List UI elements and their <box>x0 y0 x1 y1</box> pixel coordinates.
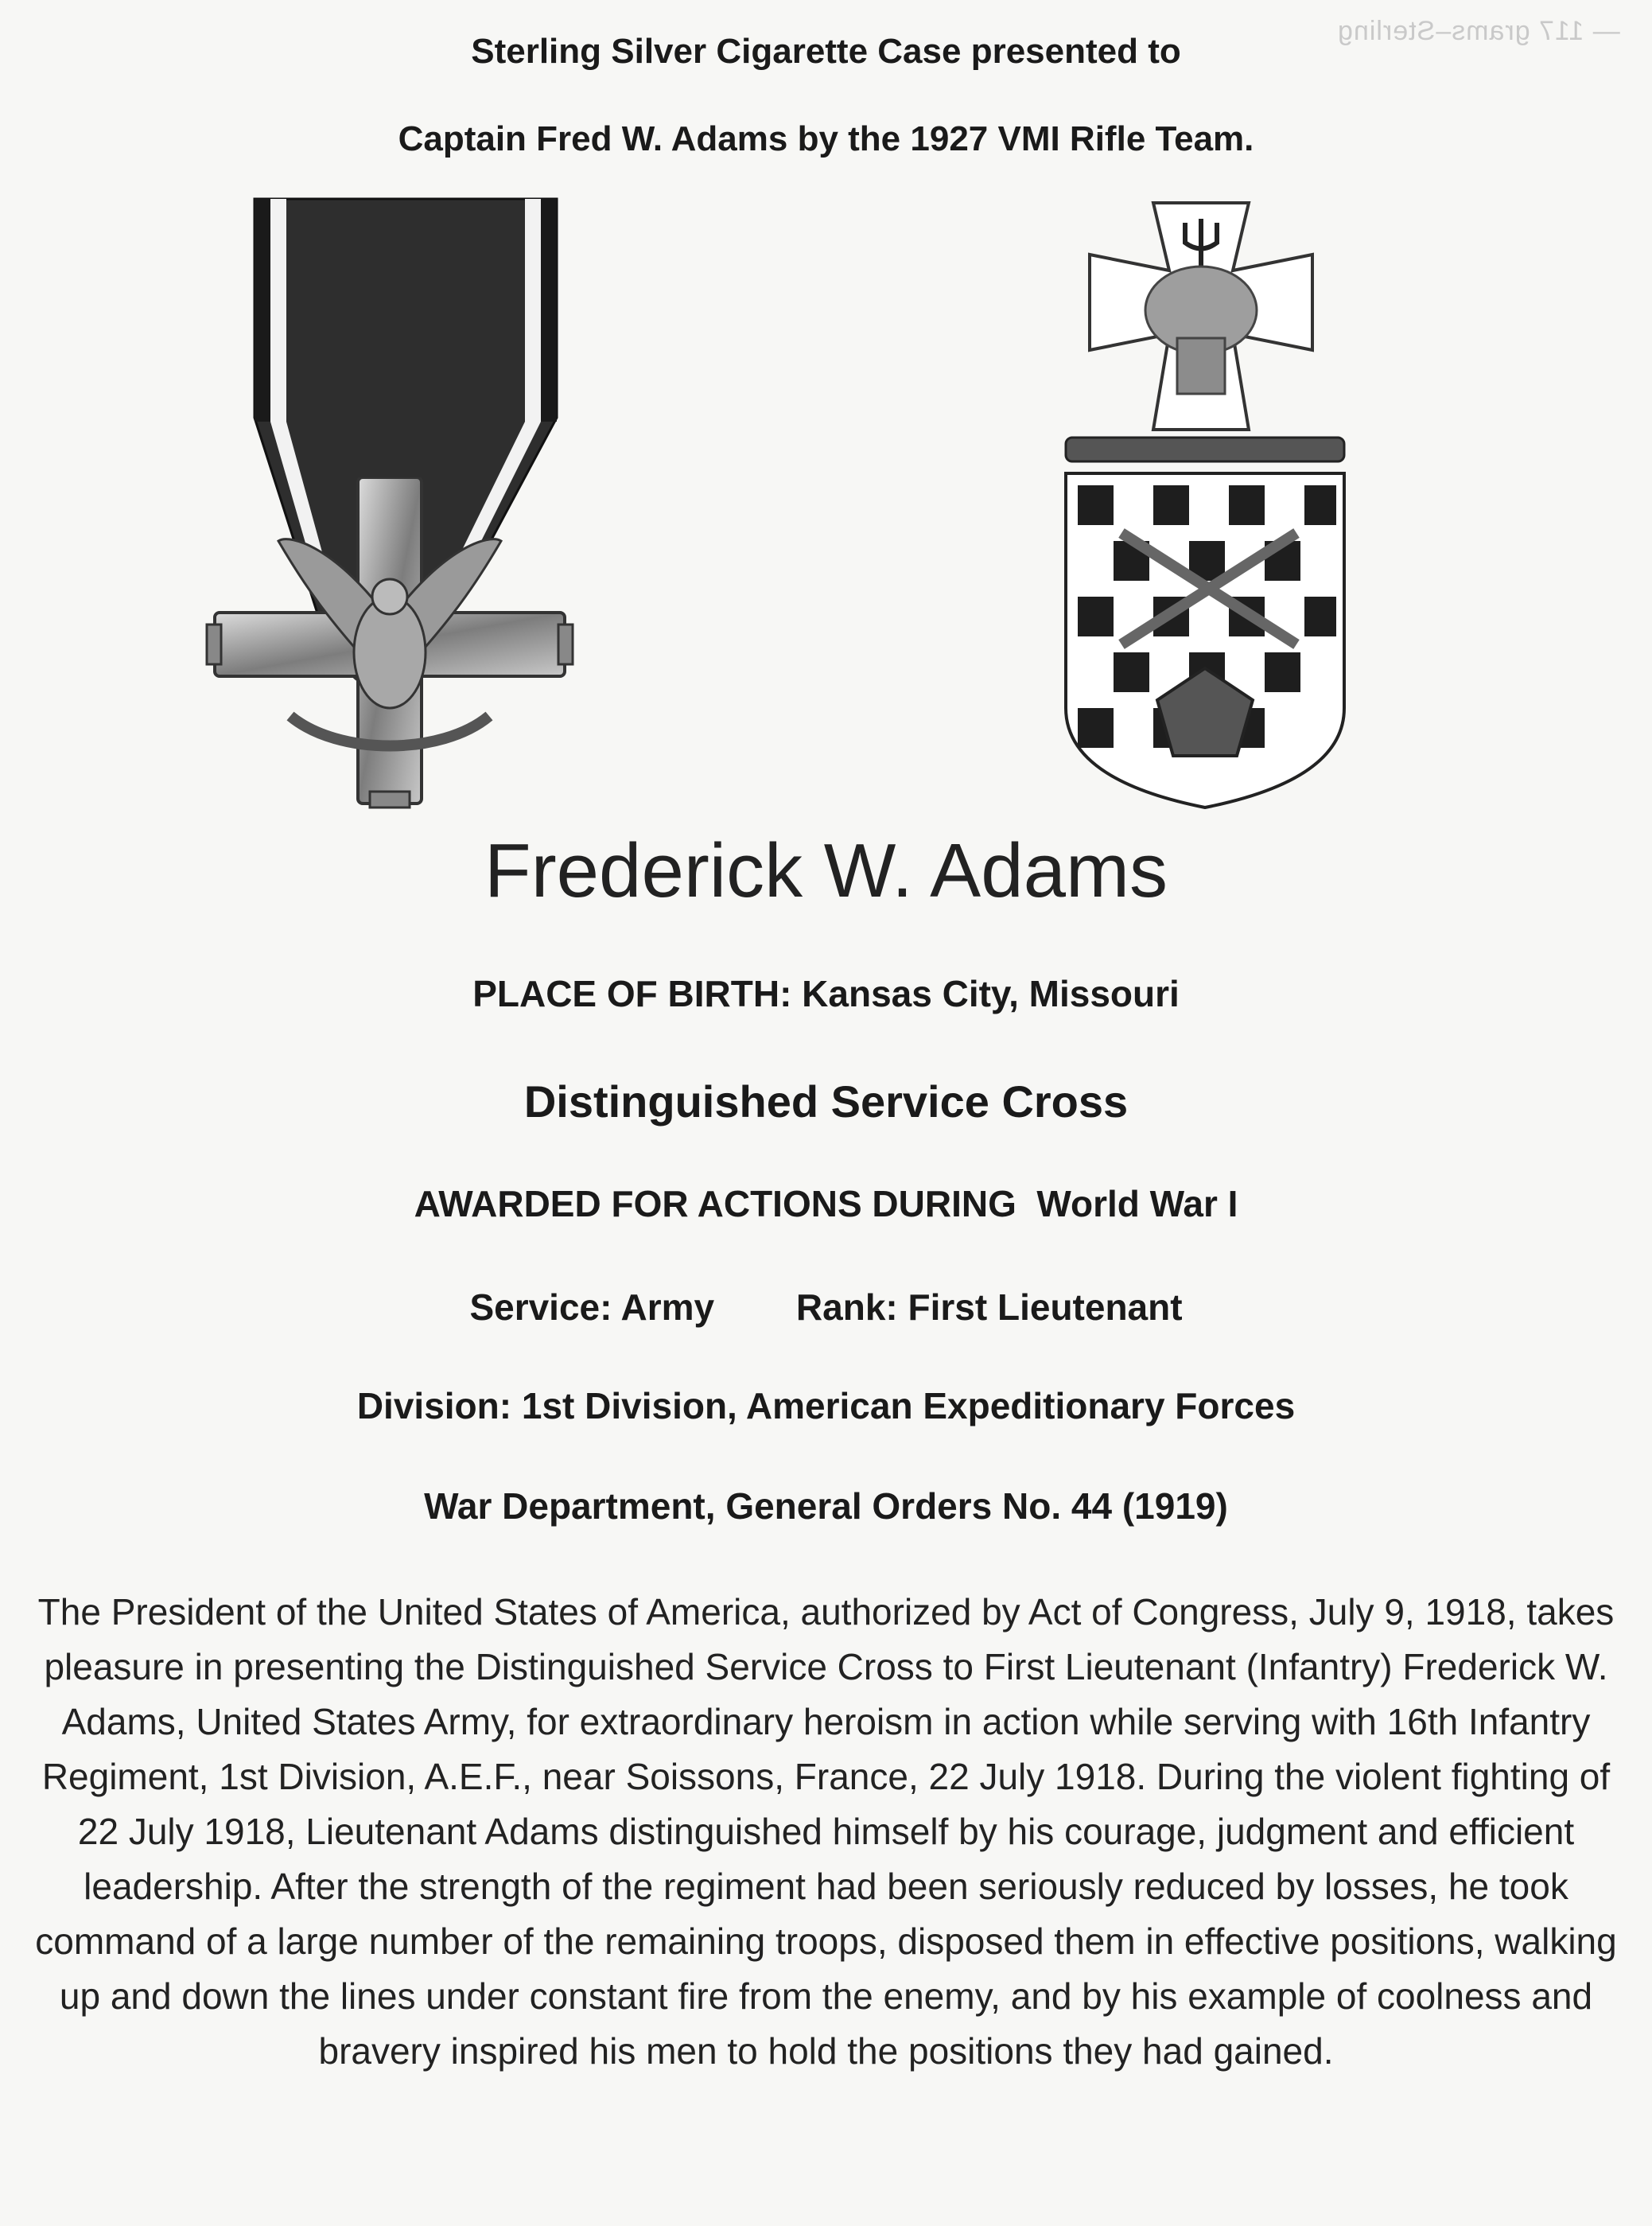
division-value: 1st Division, American Expeditionary Forces <box>521 1385 1296 1426</box>
place-of-birth-label: PLACE OF BIRTH: <box>472 973 792 1014</box>
service-value: Army <box>620 1286 715 1328</box>
recipient-name: Frederick W. Adams <box>484 828 1168 913</box>
place-of-birth-value: Kansas City, Missouri <box>802 973 1180 1014</box>
division-label: Division: <box>356 1385 512 1426</box>
awarded-for-value: World War I <box>1036 1183 1238 1224</box>
rank-value: First Lieutenant <box>908 1286 1183 1328</box>
service <box>469 1286 714 1329</box>
service-rank-line <box>0 1286 1652 1329</box>
dsc-cross-image <box>203 477 577 811</box>
header-line-2: Captain Fred W. Adams by the 1927 VMI Rifle Team. <box>398 119 1254 158</box>
award-name: Distinguished Service Cross <box>523 1076 1129 1127</box>
general-orders: War Department, General Orders No. 44 (1919) <box>424 1485 1228 1527</box>
division <box>0 1384 1652 1427</box>
bleed-through-text: — 117 grams–Sterling <box>1337 16 1620 46</box>
header-line-1: Sterling Silver Cigarette Case presented to <box>471 32 1181 71</box>
place-of-birth <box>0 972 1652 1015</box>
citation-text: The President of the United States of America, authorized by Act of Congress, July 9, 1918, takes pleasure in presenting the Distinguished Service Cross to First Lieutenant (Infantry) Frederick W. Adams, United States Army, for extraordinary heroism in action while serving with 16th Infantry Regiment, 1st Division, A.E.F., near Soissons, France, 22 July 1918. During the violent fighting of 22 July 1918, Lieutenant Adams distinguished himself by his courage, judgment and efficient leadership. After the strength of the regiment had been seriously reduced by losses, he took command of a large number of the remaining troops, disposed them in effective positions, walking up and down the lines under constant fire from the enemy, and by his example of coolness and bravery inspired his men to hold the positions they had gained. <box>35 1591 1617 2072</box>
service-label: Service: <box>469 1286 612 1328</box>
rank <box>796 1286 1183 1328</box>
rank-label: Rank: <box>795 1286 898 1328</box>
awarded-for <box>0 1182 1652 1225</box>
coat-of-arms-image <box>1042 199 1376 811</box>
awarded-for-label: AWARDED FOR ACTIONS DURING <box>414 1183 1016 1224</box>
